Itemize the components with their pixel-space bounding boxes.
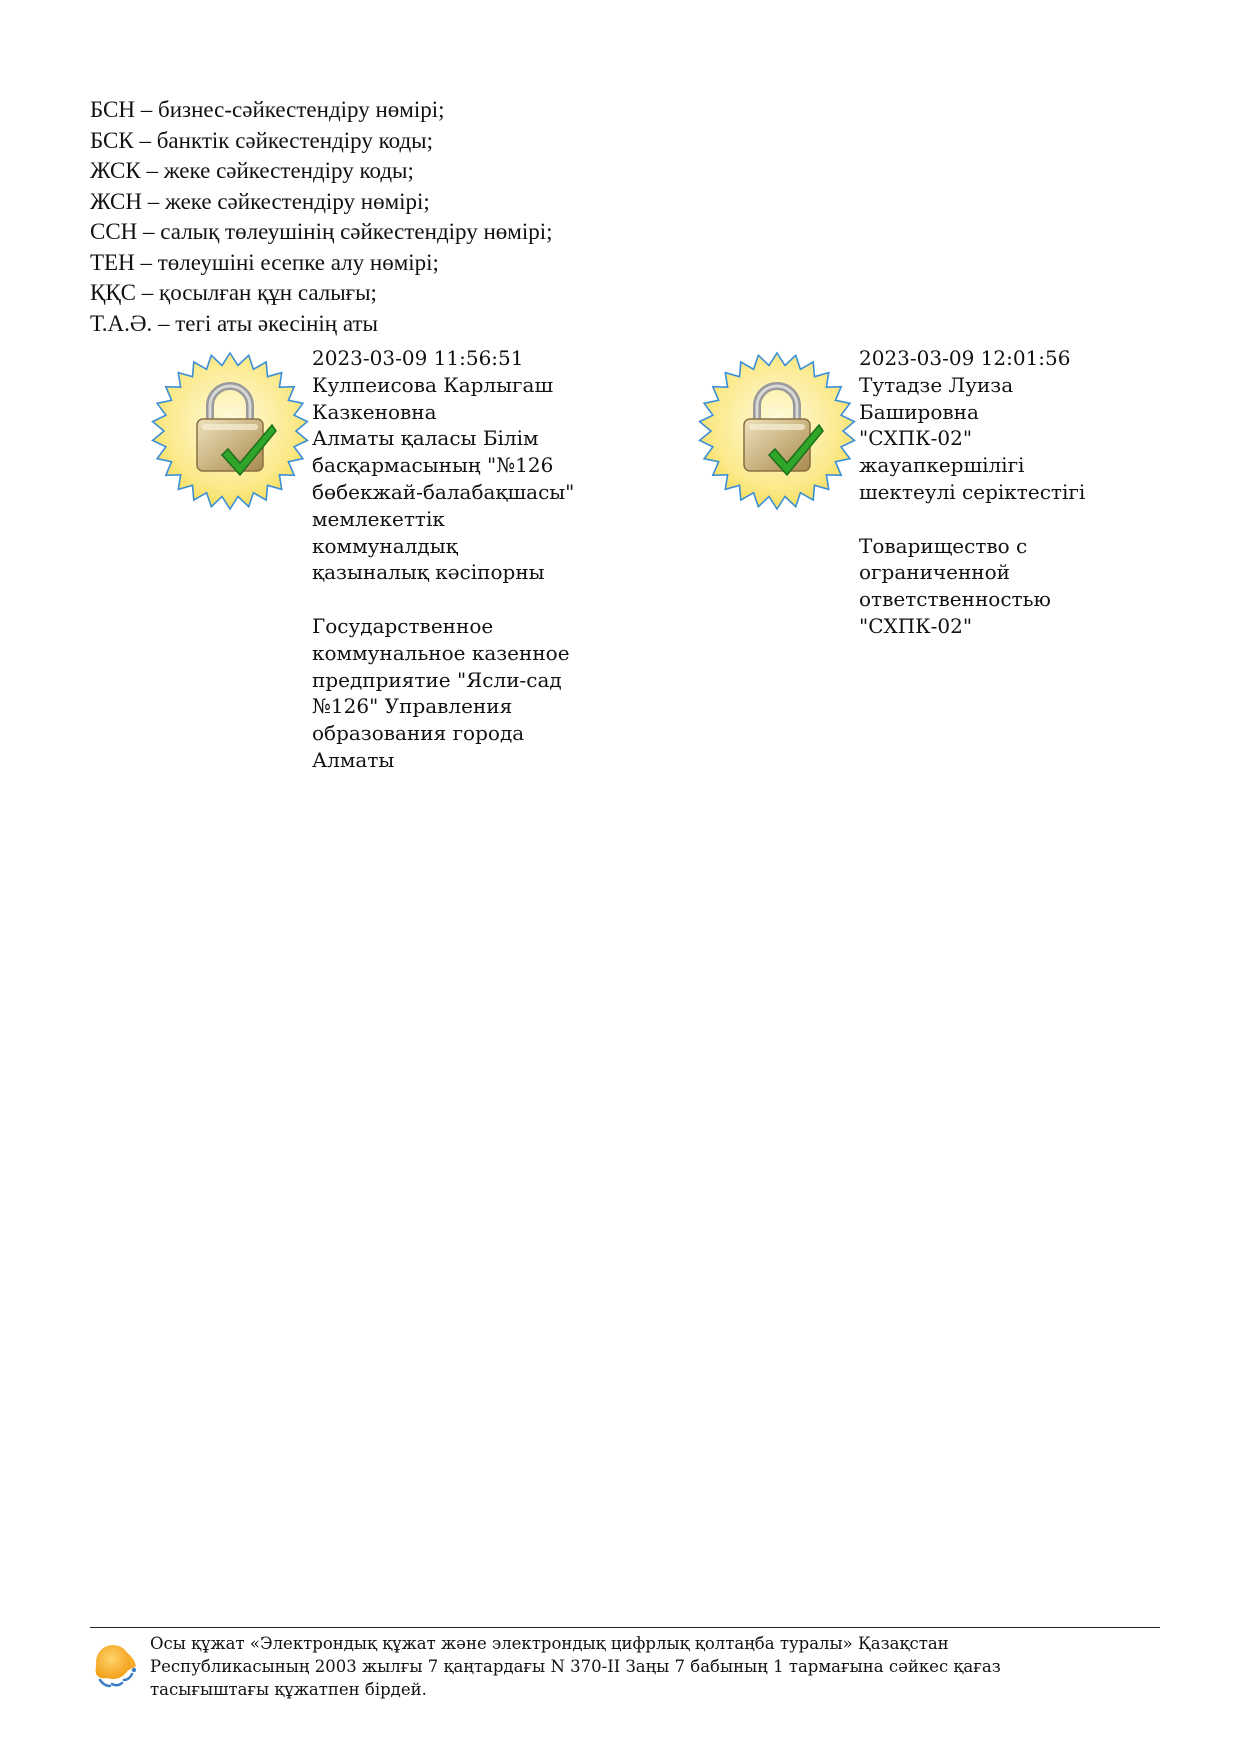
signer-name-line: Башировна — [859, 399, 979, 424]
organization-ru-line: коммунальное казенное — [312, 640, 570, 665]
abbreviation-item: ССН – салық төлеушінің сәйкестендіру нөмірі; — [90, 219, 553, 244]
organization-kz-line: шектеулі серіктестігі — [859, 479, 1086, 504]
footer-line: Республикасының 2003 жылғы 7 қаңтардағы N 370-II Заңы 7 бабының 1 тармағына сәйкес қағаз — [150, 1657, 1001, 1676]
padlock-checkmark-seal-icon — [697, 351, 857, 511]
abbreviation-list — [90, 95, 553, 339]
organization-kz-line: "СХПК-02" — [859, 426, 973, 451]
signature-datetime: 2023-03-09 11:56:51 — [312, 346, 524, 370]
footer-line: тасығыштағы құжатпен бірдей. — [150, 1680, 427, 1699]
footer-line: Осы құжат «Электрондық құжат және электрондық цифрлық қолтаңба туралы» Қазақстан — [150, 1634, 949, 1653]
footer-legal-notice — [150, 1632, 1150, 1701]
signer-name-line: Тутадзе Луиза — [859, 372, 1014, 397]
organization-ru-line: Товарищество с — [859, 533, 1028, 558]
organization-ru-line: ограниченной — [859, 560, 1010, 585]
signer-name-line: Кулпеисова Карлыгаш — [312, 372, 554, 397]
padlock-checkmark-seal-icon — [150, 351, 310, 511]
organization-kz-line: бөбекжай-балабақшасы" — [312, 479, 575, 504]
signature-details — [312, 345, 574, 774]
abbreviation-item: БСН – бизнес-сәйкестендіру нөмірі; — [90, 97, 445, 122]
paragraph-gap — [859, 506, 1085, 533]
signature-datetime: 2023-03-09 12:01:56 — [859, 346, 1071, 370]
organization-kz-line: қазыналық кәсіпорны — [312, 560, 545, 585]
abbreviation-item: ҚҚС – қосылған құн салығы; — [90, 280, 377, 305]
organization-ru-line: предприятие "Ясли-сад — [312, 667, 562, 692]
abbreviation-item: ТЕН – төлеушіні есепке алу нөмірі; — [90, 249, 439, 275]
organization-ru-line: Алматы — [312, 747, 395, 772]
footer-divider — [90, 1627, 1160, 1628]
paragraph-gap — [312, 586, 574, 613]
organization-ru-line: Государственное — [312, 613, 494, 638]
abbreviation-item: ЖСК – жеке сәйкестендіру коды; — [90, 158, 414, 183]
egov-sun-logo-icon — [90, 1640, 142, 1692]
organization-kz-line: коммуналдық — [312, 533, 458, 558]
organization-ru-line: "СХПК-02" — [859, 613, 973, 638]
abbreviation-item: ЖСН – жеке сәйкестендіру нөмірі; — [90, 188, 430, 214]
signer-name-line: Казкеновна — [312, 399, 437, 424]
organization-ru-line: ответственностью — [859, 587, 1051, 612]
organization-kz-line: Алматы қаласы Білім — [312, 426, 539, 451]
organization-kz-line: мемлекеттік — [312, 506, 445, 531]
signature-details — [859, 345, 1085, 640]
abbreviation-item: Т.А.Ә. – тегі аты әкесінің аты — [90, 310, 378, 336]
organization-ru-line: №126" Управления — [312, 694, 513, 719]
organization-kz-line: басқармасының "№126 — [312, 453, 554, 478]
organization-ru-line: образования города — [312, 721, 525, 746]
abbreviation-item: БСК – банктік сәйкестендіру коды; — [90, 127, 434, 153]
organization-kz-line: жауапкершілігі — [859, 453, 1025, 478]
